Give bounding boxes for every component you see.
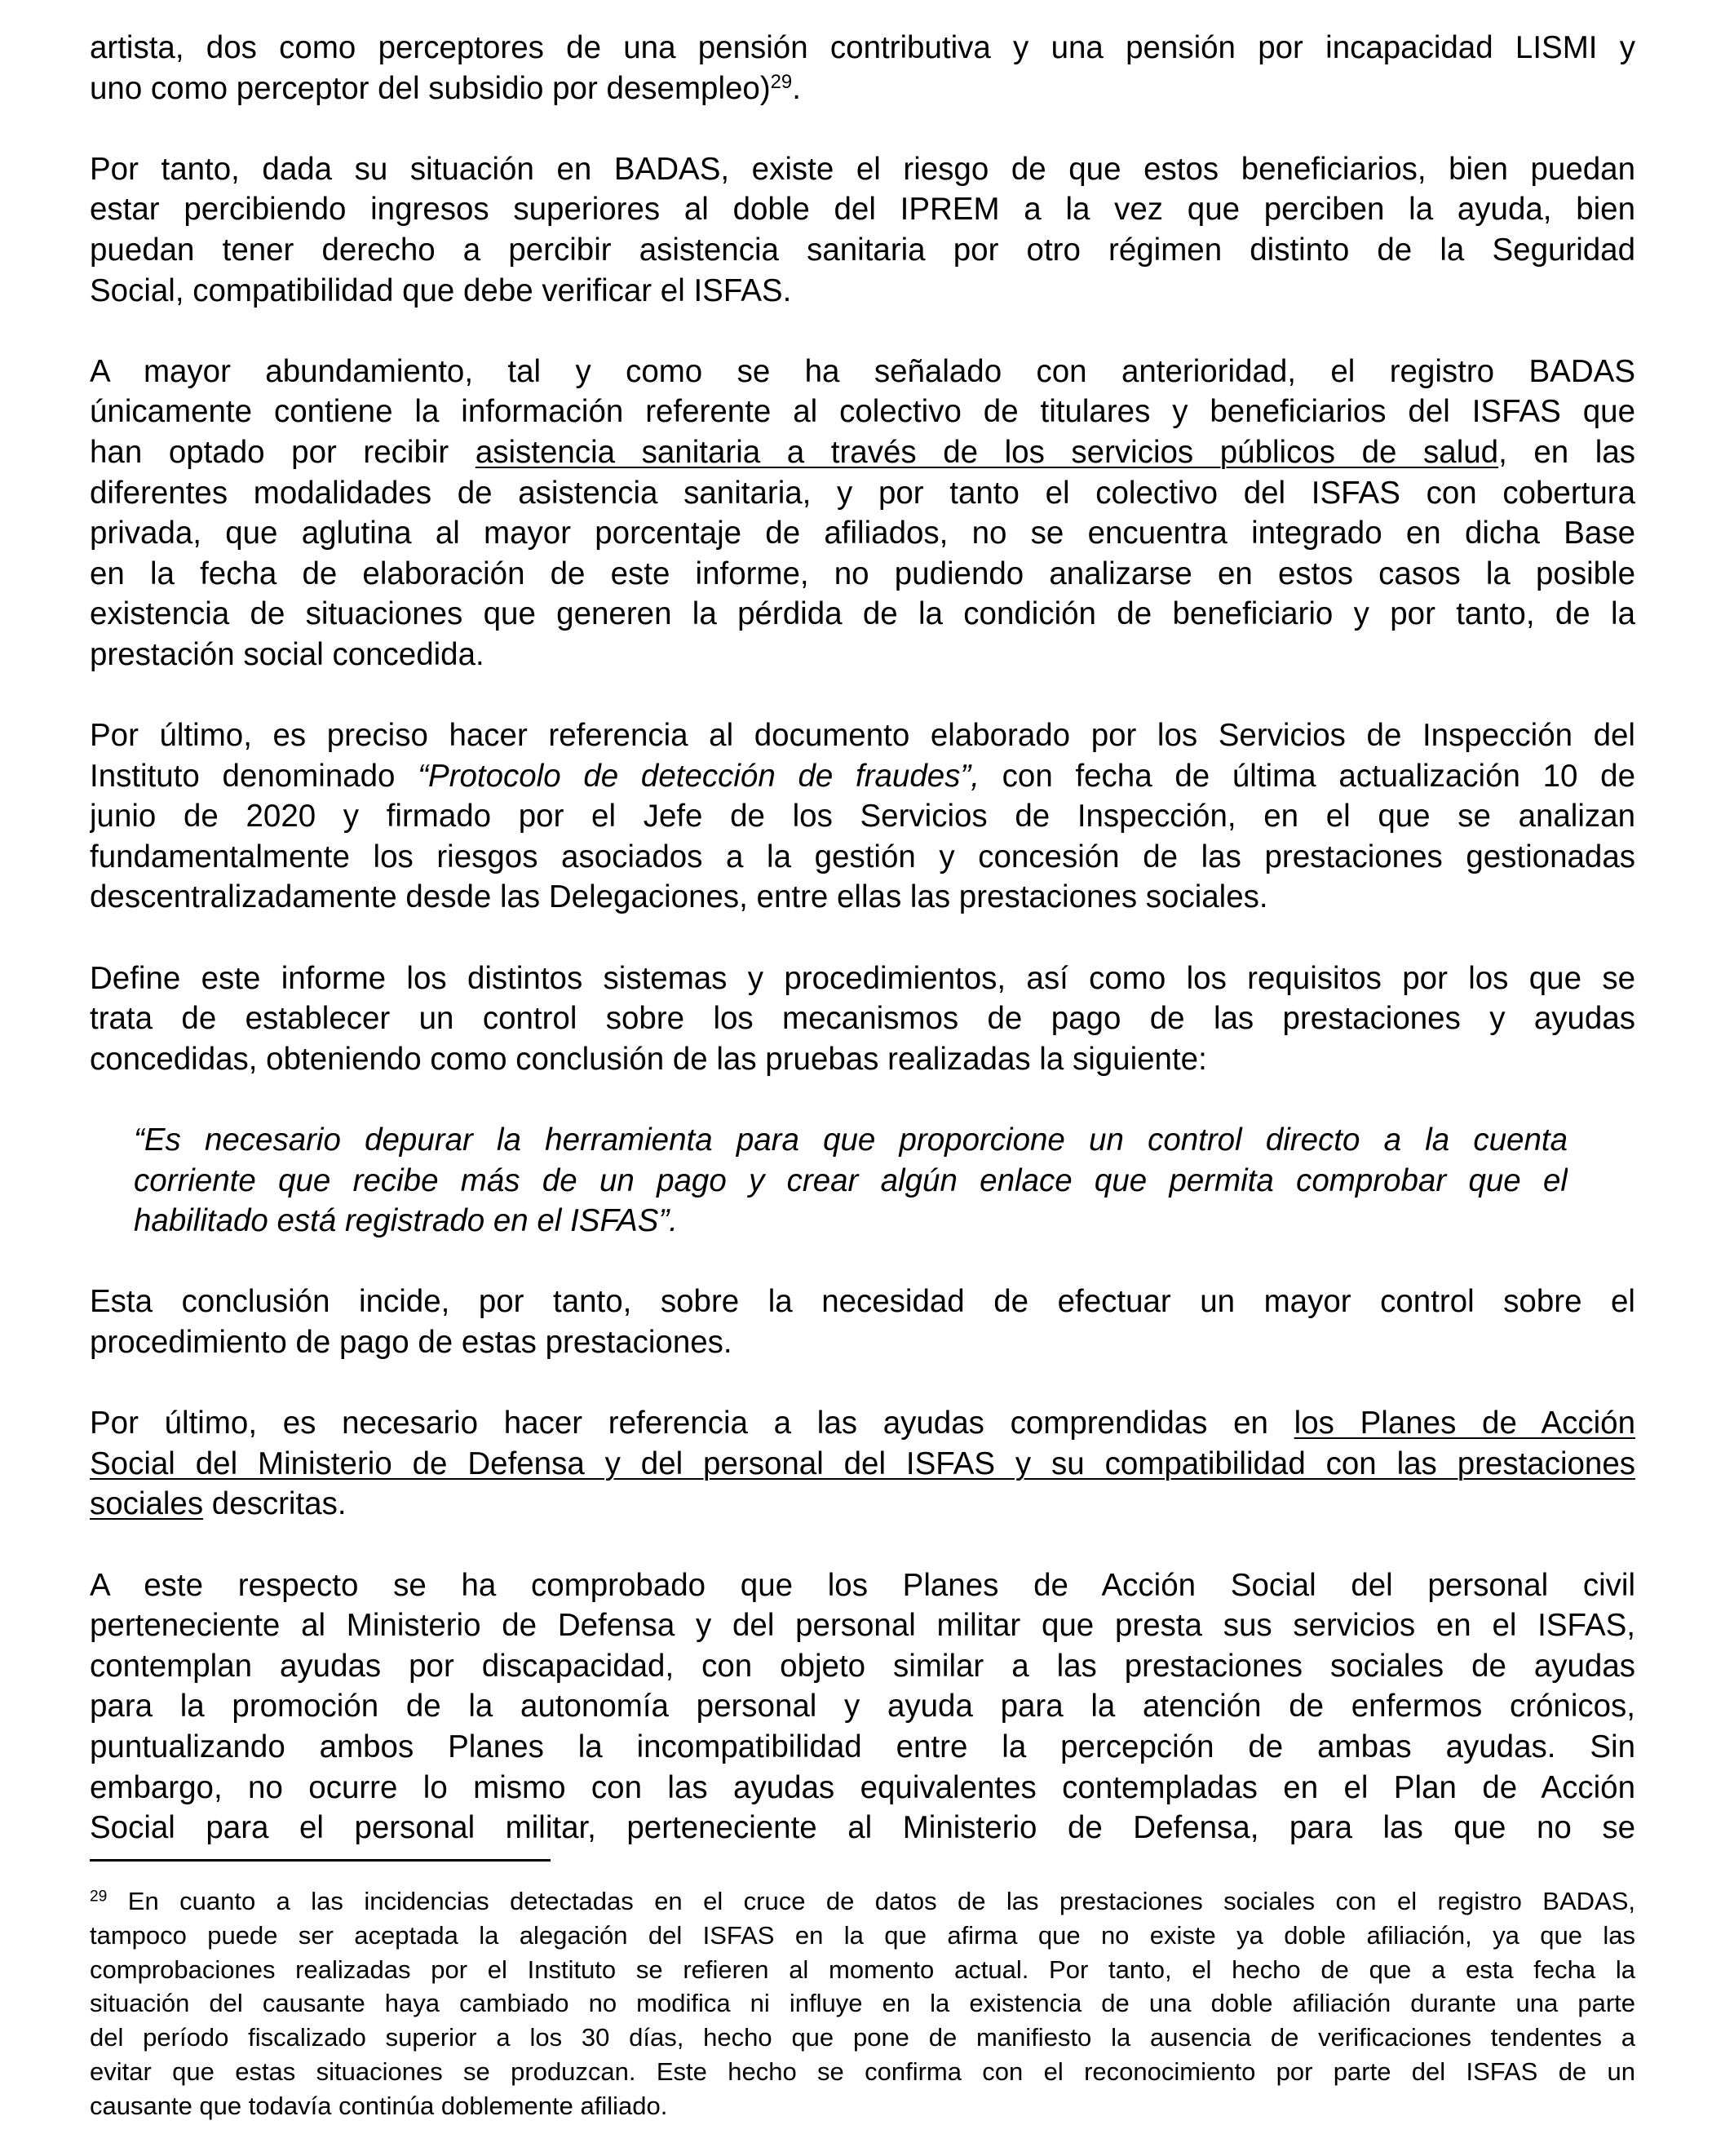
underlined-text: Social del Ministerio de Defensa y del personal del ISFAS y su compatibilidad con las prestaciones bbox=[90, 1445, 1635, 1481]
text-segment: existencia de situaciones que generen la pérdida de la condición de beneficiario y por tanto, de la bbox=[90, 596, 1635, 632]
footnote-29 bbox=[90, 1884, 1635, 2123]
italic-text: “Protocolo de detección de fraudes”, bbox=[418, 758, 980, 794]
text-segment: Instituto denominado bbox=[90, 758, 418, 794]
text-segment: tampoco puede ser aceptada la alegación del ISFAS en la que afirma que no existe ya doble afiliación, ya que las bbox=[90, 1920, 1635, 1950]
text-line bbox=[90, 149, 1635, 190]
text-line bbox=[90, 1727, 1635, 1768]
text-line bbox=[90, 1646, 1635, 1687]
text-segment: privada, que aglutina al mayor porcentaje de afiliados, no se encuentra integrado en dicha Base bbox=[90, 516, 1635, 551]
text-line bbox=[90, 756, 1635, 797]
paragraph bbox=[90, 1565, 1635, 1848]
text-segment: han optado por recibir bbox=[90, 434, 476, 470]
text-line bbox=[90, 1484, 1635, 1525]
text-line bbox=[90, 1322, 1635, 1363]
text-segment: concedidas, obteniendo como conclusión de las pruebas realizadas la siguiente: bbox=[90, 1041, 1207, 1077]
text-segment: prestación social concedida. bbox=[90, 636, 484, 672]
text-segment: Esta conclusión incide, por tanto, sobre la necesidad de efectuar un mayor control sobre el bbox=[90, 1284, 1635, 1320]
text-segment: descentralizadamente desde las Delegaciones, entre ellas las prestaciones sociales. bbox=[90, 879, 1268, 915]
text-line bbox=[90, 1919, 1635, 1953]
text-line bbox=[90, 352, 1635, 392]
block-quote bbox=[90, 1120, 1635, 1242]
underlined-text: los Planes de Acción bbox=[1294, 1406, 1635, 1441]
text-segment: Social, compatibilidad que debe verificar el ISFAS. bbox=[90, 272, 792, 308]
text-segment: Por último, es necesario hacer referencia a las ayudas comprendidas en bbox=[90, 1406, 1294, 1441]
text-line bbox=[90, 1986, 1635, 2021]
text-segment: artista, dos como perceptores de una pensión contributiva y una pensión por incapacidad LISMI y bbox=[90, 30, 1635, 65]
paragraph bbox=[90, 352, 1635, 675]
text-line bbox=[134, 1120, 1568, 1161]
text-segment: descritas. bbox=[203, 1486, 347, 1522]
text-line bbox=[90, 271, 1635, 312]
text-line bbox=[90, 594, 1635, 635]
text-line bbox=[134, 1201, 1568, 1242]
text-segment: junio de 2020 y firmado por el Jefe de los Servicios de Inspección, en el que se analizan bbox=[90, 799, 1635, 835]
text-line bbox=[90, 635, 1635, 675]
text-line bbox=[90, 958, 1635, 999]
text-line bbox=[90, 1403, 1635, 1444]
text-line bbox=[90, 1565, 1635, 1606]
text-segment: embargo, no ocurre lo mismo con las ayudas equivalentes contempladas en el Plan de Acción bbox=[90, 1769, 1635, 1805]
text-segment: estar percibiendo ingresos superiores al doble del IPREM a la vez que perciben la ayuda, bien bbox=[90, 192, 1635, 228]
text-line bbox=[90, 230, 1635, 271]
text-line bbox=[90, 554, 1635, 595]
text-line bbox=[90, 998, 1635, 1039]
paragraph bbox=[90, 1282, 1635, 1362]
text-segment: Por tanto, dada su situación en BADAS, existe el riesgo de que estos beneficiarios, bien puedan bbox=[90, 151, 1635, 187]
text-line bbox=[134, 1161, 1568, 1202]
paragraph bbox=[90, 1403, 1635, 1525]
text-segment: En cuanto a las incidencias detectadas en el cruce de datos de las prestaciones sociales con el registro BADAS, bbox=[107, 1887, 1635, 1915]
text-segment: trata de establecer un control sobre los mecanismos de pago de las prestaciones y ayudas bbox=[90, 1001, 1635, 1037]
text-line bbox=[90, 1953, 1635, 1987]
text-line bbox=[90, 1039, 1635, 1080]
underlined-text: sociales bbox=[90, 1486, 204, 1522]
underlined-text: asistencia sanitaria a través de los servicios públicos de salud bbox=[475, 434, 1499, 470]
text-line bbox=[90, 189, 1635, 230]
text-line bbox=[90, 473, 1635, 514]
text-segment: diferentes modalidades de asistencia sanitaria, y por tanto el colectivo del ISFAS con cobertura bbox=[90, 475, 1635, 511]
footnote-ref: 29 bbox=[770, 70, 793, 93]
paragraph bbox=[90, 958, 1635, 1080]
text-segment: para la promoción de la autonomía personal y ayuda para la atención de enfermos crónicos, bbox=[90, 1689, 1635, 1724]
text-segment: puntualizando ambos Planes la incompatibilidad entre la percepción de ambas ayudas. Sin bbox=[90, 1729, 1635, 1764]
text-line bbox=[90, 432, 1635, 473]
text-line bbox=[90, 1605, 1635, 1646]
text-line bbox=[90, 69, 1635, 109]
footnote-ref: 29 bbox=[90, 1888, 108, 1906]
text-line bbox=[90, 28, 1635, 69]
text-segment: únicamente contiene la información referente al colectivo de titulares y beneficiarios del ISFAS que bbox=[90, 394, 1635, 430]
text-segment: . bbox=[792, 70, 801, 106]
text-segment: del período fiscalizado superior a los 30 días, hecho que pone de manifiesto la ausencia de verificaciones tendentes a bbox=[90, 2023, 1635, 2052]
text-segment: A mayor abundamiento, tal y como se ha señalado con anterioridad, el registro BADAS bbox=[90, 353, 1635, 389]
text-line bbox=[90, 2055, 1635, 2089]
paragraph bbox=[90, 715, 1635, 918]
text-segment: , en las bbox=[1498, 434, 1635, 470]
text-line bbox=[90, 513, 1635, 554]
text-segment: en la fecha de elaboración de este informe, no pudiendo analizarse en estos casos la posible bbox=[90, 556, 1635, 591]
text-segment: comprobaciones realizadas por el Instituto se refieren al momento actual. Por tanto, el hecho de que a esta fecha la bbox=[90, 1955, 1635, 1984]
text-segment: procedimiento de pago de estas prestaciones. bbox=[90, 1325, 732, 1360]
text-segment: perteneciente al Ministerio de Defensa y del personal militar que presta sus servicios en el ISFAS, bbox=[90, 1608, 1635, 1644]
text-line bbox=[90, 1808, 1635, 1848]
text-line bbox=[90, 1768, 1635, 1808]
text-segment: Social para el personal militar, perteneciente al Ministerio de Defensa, para las que no se bbox=[90, 1810, 1635, 1846]
text-segment: Define este informe los distintos sistemas y procedimientos, así como los requisitos por los que se bbox=[90, 960, 1635, 996]
text-line bbox=[90, 1884, 1635, 1919]
text-segment: corriente que recibe más de un pago y crear algún enlace que permita comprobar que el bbox=[134, 1162, 1568, 1198]
text-segment: situación del causante haya cambiado no modifica ni influye en la existencia de una doble afiliación durante una parte bbox=[90, 1989, 1635, 2018]
text-segment: uno como perceptor del subsidio por desempleo) bbox=[90, 70, 771, 106]
text-line bbox=[90, 392, 1635, 432]
text-line bbox=[90, 1282, 1635, 1322]
text-segment: habilitado está registrado en el ISFAS”. bbox=[134, 1203, 678, 1239]
paragraph bbox=[90, 28, 1635, 108]
text-segment: puedan tener derecho a percibir asistencia sanitaria por otro régimen distinto de la Seguridad bbox=[90, 232, 1635, 268]
text-line bbox=[90, 2089, 1635, 2123]
text-segment: fundamentalmente los riesgos asociados a la gestión y concesión de las prestaciones gestionadas bbox=[90, 839, 1635, 874]
text-segment: evitar que estas situaciones se produzcan. Este hecho se confirma con el reconocimiento por parte del ISFAS de un bbox=[90, 2056, 1635, 2086]
text-segment: “Es necesario depurar la herramienta para que proporcione un control directo a la cuenta bbox=[134, 1122, 1568, 1158]
text-line bbox=[90, 837, 1635, 878]
text-segment: causante que todavía continúa doblemente afiliado. bbox=[90, 2091, 668, 2120]
text-segment: Por último, es preciso hacer referencia al documento elaborado por los Servicios de Inspección del bbox=[90, 718, 1635, 754]
footnote-separator bbox=[90, 1859, 551, 1862]
text-line bbox=[90, 1686, 1635, 1727]
text-line bbox=[90, 877, 1635, 918]
text-segment: con fecha de última actualización 10 de bbox=[979, 758, 1635, 794]
text-line bbox=[90, 715, 1635, 756]
text-line bbox=[90, 2021, 1635, 2055]
text-segment: contemplan ayudas por discapacidad, con objeto similar a las prestaciones sociales de ayudas bbox=[90, 1648, 1635, 1684]
paragraph bbox=[90, 149, 1635, 311]
document-body bbox=[90, 28, 1635, 1888]
text-line bbox=[90, 1444, 1635, 1485]
text-segment: A este respecto se ha comprobado que los Planes de Acción Social del personal civil bbox=[90, 1567, 1635, 1603]
text-line bbox=[90, 796, 1635, 837]
